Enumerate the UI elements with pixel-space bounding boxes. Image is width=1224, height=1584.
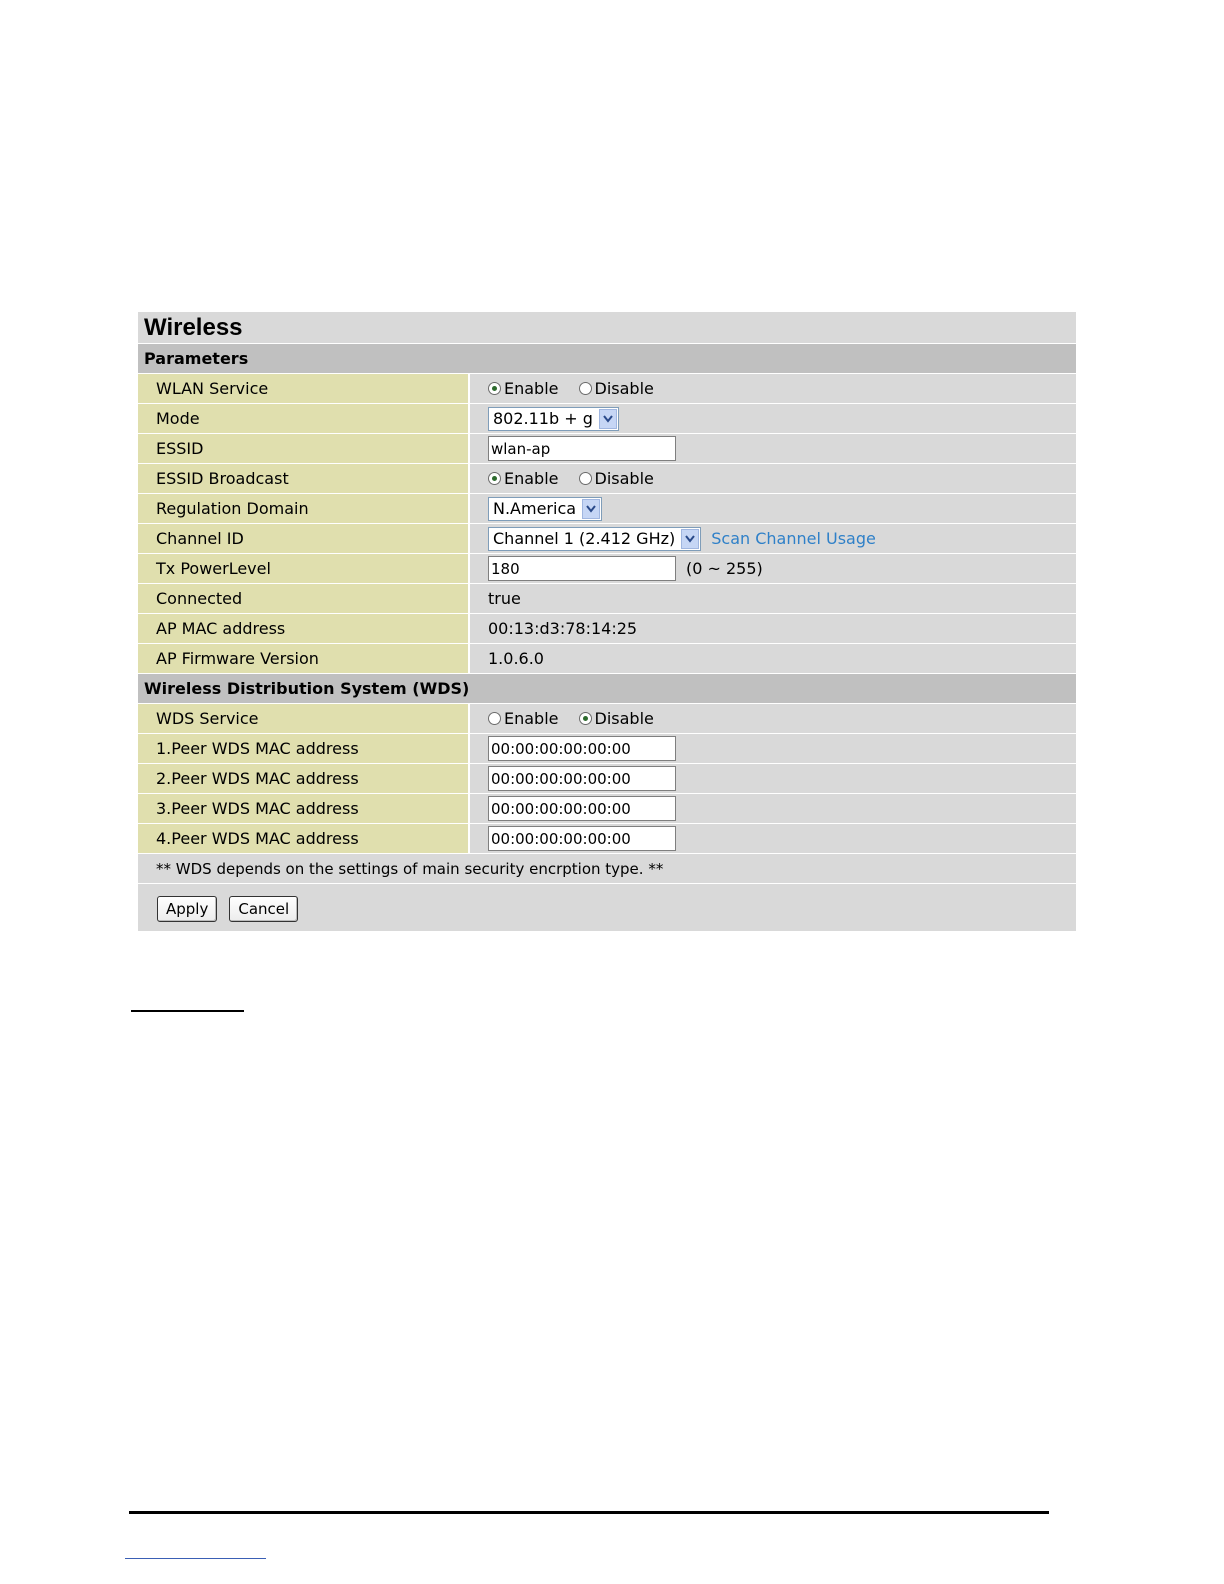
page-title: Wireless <box>138 312 1076 344</box>
row-mode <box>138 404 1076 434</box>
radio-label: Enable <box>504 709 559 728</box>
ap-firmware-value: 1.0.6.0 <box>470 644 1076 673</box>
ap-mac-value: 00:13:d3:78:14:25 <box>470 614 1076 643</box>
row-peer-wds-4 <box>138 824 1076 854</box>
row-connected <box>138 584 1076 614</box>
peer-wds-3-label: 3.Peer WDS MAC address <box>138 794 470 823</box>
wds-service-disable-radio[interactable] <box>579 709 654 728</box>
wds-security-note: ** WDS depends on the settings of main security encrption type. ** <box>138 854 1076 884</box>
wireless-panel <box>138 312 1076 931</box>
row-peer-wds-3 <box>138 794 1076 824</box>
essid-broadcast-label: ESSID Broadcast <box>138 464 470 493</box>
essid-label: ESSID <box>138 434 470 463</box>
essid-broadcast-disable-radio[interactable] <box>579 469 654 488</box>
radio-label: Disable <box>594 709 654 728</box>
section-header-parameters: Parameters <box>138 344 1076 374</box>
row-ap-firmware <box>138 644 1076 674</box>
row-wds-service <box>138 704 1076 734</box>
row-peer-wds-2 <box>138 764 1076 794</box>
radio-label: Enable <box>504 469 559 488</box>
peer-wds-4-input[interactable] <box>488 826 676 851</box>
peer-wds-4-label: 4.Peer WDS MAC address <box>138 824 470 853</box>
radio-checked-icon <box>488 382 501 395</box>
channel-id-selected-value: Channel 1 (2.412 GHz) <box>493 529 676 548</box>
regulation-domain-selected-value: N.America <box>493 499 577 518</box>
radio-checked-icon <box>488 472 501 485</box>
chevron-down-icon[interactable] <box>599 409 617 429</box>
section-header-wds: Wireless Distribution System (WDS) <box>138 674 1076 704</box>
row-channel-id <box>138 524 1076 554</box>
footer-link-underline <box>125 1558 266 1559</box>
connected-label: Connected <box>138 584 470 613</box>
channel-id-select[interactable] <box>488 527 701 551</box>
peer-wds-3-input[interactable] <box>488 796 676 821</box>
wds-service-label: WDS Service <box>138 704 470 733</box>
row-peer-wds-1 <box>138 734 1076 764</box>
tx-power-range-hint: (0 ~ 255) <box>686 559 763 578</box>
regulation-domain-select[interactable] <box>488 497 602 521</box>
wlan-service-disable-radio[interactable] <box>579 379 654 398</box>
tx-power-label: Tx PowerLevel <box>138 554 470 583</box>
action-buttons <box>138 884 1076 931</box>
peer-wds-2-input[interactable] <box>488 766 676 791</box>
chevron-down-icon[interactable] <box>681 529 699 549</box>
mode-label: Mode <box>138 404 470 433</box>
radio-label: Enable <box>504 379 559 398</box>
ap-mac-label: AP MAC address <box>138 614 470 643</box>
channel-id-label: Channel ID <box>138 524 470 553</box>
row-wlan-service <box>138 374 1076 404</box>
row-ap-mac <box>138 614 1076 644</box>
wds-service-radio-group <box>488 709 674 728</box>
radio-unchecked-icon <box>488 712 501 725</box>
row-essid-broadcast <box>138 464 1076 494</box>
row-tx-power <box>138 554 1076 584</box>
wds-service-enable-radio[interactable] <box>488 709 559 728</box>
wlan-service-enable-radio[interactable] <box>488 379 559 398</box>
essid-broadcast-enable-radio[interactable] <box>488 469 559 488</box>
tx-power-input[interactable] <box>488 556 676 581</box>
peer-wds-1-label: 1.Peer WDS MAC address <box>138 734 470 763</box>
apply-button[interactable]: Apply <box>157 896 217 922</box>
cancel-button[interactable]: Cancel <box>229 896 298 922</box>
chevron-down-icon[interactable] <box>582 499 600 519</box>
radio-unchecked-icon <box>579 382 592 395</box>
ap-firmware-label: AP Firmware Version <box>138 644 470 673</box>
radio-checked-icon <box>579 712 592 725</box>
divider-short <box>131 1010 244 1012</box>
row-regulation-domain <box>138 494 1076 524</box>
wlan-service-label: WLAN Service <box>138 374 470 403</box>
peer-wds-2-label: 2.Peer WDS MAC address <box>138 764 470 793</box>
radio-unchecked-icon <box>579 472 592 485</box>
mode-select[interactable] <box>488 407 619 431</box>
connected-value: true <box>470 584 1076 613</box>
radio-label: Disable <box>594 469 654 488</box>
essid-input[interactable] <box>488 436 676 461</box>
footer-divider <box>129 1511 1049 1514</box>
wlan-service-radio-group <box>488 379 674 398</box>
essid-broadcast-radio-group <box>488 469 674 488</box>
mode-selected-value: 802.11b + g <box>493 409 593 428</box>
regulation-domain-label: Regulation Domain <box>138 494 470 523</box>
scan-channel-usage-link[interactable]: Scan Channel Usage <box>711 529 876 548</box>
peer-wds-1-input[interactable] <box>488 736 676 761</box>
radio-label: Disable <box>594 379 654 398</box>
row-essid <box>138 434 1076 464</box>
